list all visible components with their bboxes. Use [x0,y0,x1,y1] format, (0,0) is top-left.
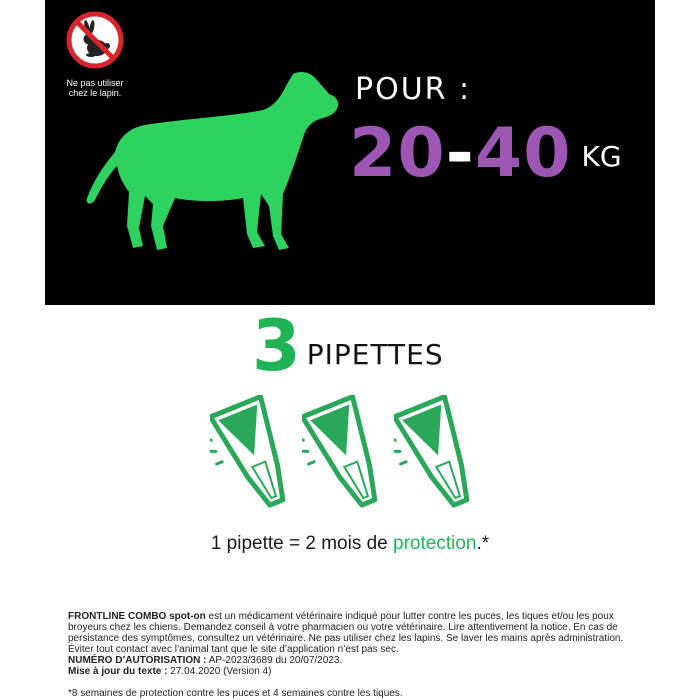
weight-min: 20 [349,114,446,193]
tagline-prefix: 1 pipette = 2 mois de [210,533,394,554]
hero-banner [45,0,655,305]
pipettes-illustration [210,395,485,520]
pipette-icon [210,395,300,515]
product-description: est un médicament vétérinaire indiqué pour lutter contre les puces, les tiques et/ou les poux broyeurs chez les chiens. Demandez conseil à votre pharmacien ou votre vétérinaire. Lire attentivement la notice. En cas de persistance des symptômes, consultez un vétérinaire. Ne pas utiliser chez les lapins. Se laver les mains après administration. Éviter tout contact avec l’animal tant que le site d’application n’est pas sec. [68,611,624,655]
authorization-value: AP-2023/3689 du 20/07/2023. [206,655,343,666]
weight-range-row [349,112,622,196]
pipette-icon [302,395,392,515]
weight-max: 40 [474,114,572,193]
dog-silhouette-icon [83,66,339,262]
product-name: FRONTLINE COMBO spot-on [68,611,206,622]
caption-line-1: Ne pas utiliser [66,78,124,88]
pipette-icon [394,395,484,515]
weight-dash: - [445,114,475,193]
footnote: *8 semaines de protection contre les puces et 4 semaines contre les tiques. [68,688,403,699]
pour-label: POUR : [355,72,472,107]
pipette-count: 3 [252,305,301,387]
update-line [68,666,648,677]
legal-notice [68,611,648,677]
pipette-count-row [252,306,444,386]
tagline-suffix: .* [476,533,490,554]
weight-range [349,112,572,196]
tagline-highlight: protection [393,533,477,554]
authorization-label: NUMÉRO D’AUTORISATION : [68,655,207,666]
caption-line-2: chez le lapin. [68,88,122,98]
legal-paragraph [68,611,648,655]
weight-unit: KG [581,140,622,173]
pipette-count-label: PIPETTES [306,338,444,371]
authorization-line [68,655,648,666]
protection-tagline [0,533,700,555]
no-rabbit-icon [65,10,125,70]
update-value: 27.04.2020 (Version 4) [167,666,272,677]
update-label: Mise à jour du texte : [68,666,168,677]
